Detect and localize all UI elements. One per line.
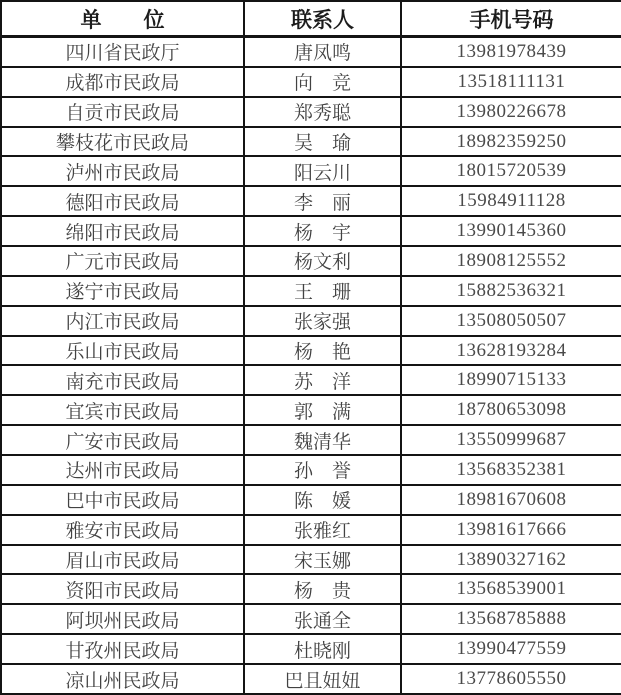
unit-cell: 成都市民政局	[1, 67, 244, 97]
unit-cell: 内江市民政局	[1, 306, 244, 336]
table-row	[1, 365, 621, 395]
table-row	[1, 246, 621, 276]
contact-cell: 杨文利	[244, 246, 401, 276]
phone-cell: 13981978439	[401, 37, 621, 67]
unit-cell: 四川省民政厅	[1, 37, 244, 67]
table-row	[1, 604, 621, 634]
unit-cell: 广元市民政局	[1, 246, 244, 276]
table-row	[1, 97, 621, 127]
contact-cell: 吴 瑜	[244, 127, 401, 157]
contact-cell: 郭 满	[244, 395, 401, 425]
table-row	[1, 127, 621, 157]
phone-cell: 13990477559	[401, 634, 621, 664]
table-row	[1, 336, 621, 366]
table-row	[1, 425, 621, 455]
phone-cell: 13890327162	[401, 545, 621, 575]
table-row	[1, 664, 621, 694]
table-row	[1, 186, 621, 216]
contact-cell: 张家强	[244, 306, 401, 336]
unit-cell: 宜宾市民政局	[1, 395, 244, 425]
phone-cell: 15882536321	[401, 276, 621, 306]
table-row	[1, 395, 621, 425]
phone-cell: 13568785888	[401, 604, 621, 634]
contact-cell: 向 竞	[244, 67, 401, 97]
contact-cell: 陈 媛	[244, 485, 401, 515]
unit-cell: 南充市民政局	[1, 365, 244, 395]
table-row	[1, 67, 621, 97]
unit-cell: 乐山市民政局	[1, 336, 244, 366]
unit-cell: 泸州市民政局	[1, 156, 244, 186]
unit-cell: 绵阳市民政局	[1, 216, 244, 246]
unit-cell: 雅安市民政局	[1, 515, 244, 545]
phone-cell: 13518111131	[401, 67, 621, 97]
unit-cell: 凉山州民政局	[1, 664, 244, 694]
table-body	[1, 37, 621, 695]
table-row	[1, 545, 621, 575]
contact-cell: 孙 誉	[244, 455, 401, 485]
unit-cell: 巴中市民政局	[1, 485, 244, 515]
table-row	[1, 306, 621, 336]
unit-cell: 阿坝州民政局	[1, 604, 244, 634]
phone-cell: 13550999687	[401, 425, 621, 455]
contact-cell: 王 珊	[244, 276, 401, 306]
contact-cell: 张通全	[244, 604, 401, 634]
unit-cell: 自贡市民政局	[1, 97, 244, 127]
phone-cell: 18780653098	[401, 395, 621, 425]
unit-cell: 资阳市民政局	[1, 574, 244, 604]
phone-cell: 13981617666	[401, 515, 621, 545]
phone-cell: 13508050507	[401, 306, 621, 336]
unit-cell: 广安市民政局	[1, 425, 244, 455]
phone-cell: 15984911128	[401, 186, 621, 216]
contact-cell: 唐凤鸣	[244, 37, 401, 67]
contact-cell: 杜晓刚	[244, 634, 401, 664]
unit-cell: 攀枝花市民政局	[1, 127, 244, 157]
column-header-phone: 手机号码	[401, 1, 621, 37]
contact-cell: 苏 洋	[244, 365, 401, 395]
phone-cell: 13990145360	[401, 216, 621, 246]
contact-cell: 郑秀聪	[244, 97, 401, 127]
contact-cell: 魏清华	[244, 425, 401, 455]
phone-cell: 18015720539	[401, 156, 621, 186]
contact-cell: 阳云川	[244, 156, 401, 186]
contact-cell: 张雅红	[244, 515, 401, 545]
column-header-unit: 单 位	[1, 1, 244, 37]
phone-cell: 13628193284	[401, 336, 621, 366]
unit-cell: 德阳市民政局	[1, 186, 244, 216]
table-row	[1, 216, 621, 246]
unit-cell: 甘孜州民政局	[1, 634, 244, 664]
table-row	[1, 276, 621, 306]
unit-cell: 眉山市民政局	[1, 545, 244, 575]
phone-cell: 13568539001	[401, 574, 621, 604]
table-row	[1, 485, 621, 515]
table-header-row	[1, 1, 621, 37]
contact-cell: 巴且妞妞	[244, 664, 401, 694]
table-row	[1, 156, 621, 186]
phone-cell: 18981670608	[401, 485, 621, 515]
unit-cell: 遂宁市民政局	[1, 276, 244, 306]
phone-cell: 13778605550	[401, 664, 621, 694]
table-row	[1, 515, 621, 545]
table-row	[1, 634, 621, 664]
contact-cell: 杨 宇	[244, 216, 401, 246]
table-row	[1, 455, 621, 485]
phone-cell: 18982359250	[401, 127, 621, 157]
phone-cell: 18908125552	[401, 246, 621, 276]
phone-cell: 13568352381	[401, 455, 621, 485]
table-row	[1, 37, 621, 67]
contact-cell: 宋玉娜	[244, 545, 401, 575]
table-row	[1, 574, 621, 604]
phone-cell: 13980226678	[401, 97, 621, 127]
column-header-contact: 联系人	[244, 1, 401, 37]
contact-cell: 杨 艳	[244, 336, 401, 366]
phone-cell: 18990715133	[401, 365, 621, 395]
unit-cell: 达州市民政局	[1, 455, 244, 485]
contact-cell: 杨 贵	[244, 574, 401, 604]
contact-cell: 李 丽	[244, 186, 401, 216]
